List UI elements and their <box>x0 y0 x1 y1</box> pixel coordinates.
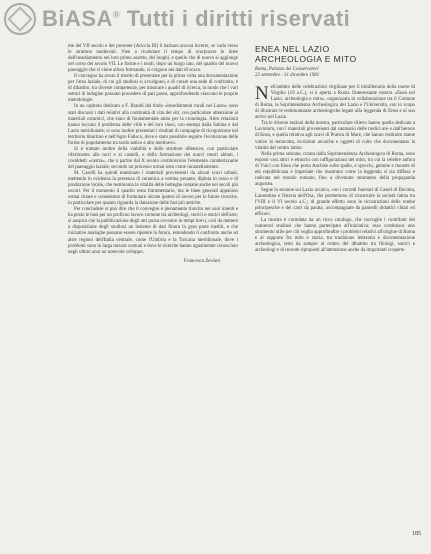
watermark-brand: BiASA <box>42 6 113 31</box>
right-column <box>255 44 415 254</box>
biasa-watermark <box>4 3 350 35</box>
left-paragraph: Il convegno ha avuto il merito di presentare per la prima volta una documentazione per l'area laziale, di cui gli studiosi si avvalgono, e di creare una sede di confronto, e di dibattito, tra diverse competenze, per misurare i quadri di ricerca, in modo che i vari settori di indagine possano procedere di pari passo, approfondendo ciascuno le proprie metodologie. <box>68 74 238 104</box>
left-paragraph: Si è trattato inoltre della viabilità e delle strutture difensive, con particolare riferimento alle torri e ai castelli, e della formazione dei nuovi centri abitati, i cosiddetti «castra», che a partire dal X secolo costituiscono l'elemento caratterizzante del paesaggio laziale, secondo un processo ormai noto come incastellamento. <box>68 146 238 170</box>
page-number: 185 <box>412 531 421 537</box>
right-paragraph <box>255 85 415 121</box>
left-paragraph: Per concludere si può dire che il convegno è pienamente riuscito nei suoi intenti e ha posto le basi per un proficuo lavoro comune tra archeologi, storici e storici dell'arte; si auspica che la pubblicazione degli atti possa avvenire in tempi brevi, così da mettere a disposizione degli studiosi un insieme di dati finora in gran parte inediti, e che iniziative analoghe possano essere ripetute in futuro, estendendo il confronto anche ad altre regioni dell'Italia centrale, come l'Umbria e la Toscana meridionale, dove i problemi sono in larga misura comuni e dove le ricerche hanno ugualmente conosciuto negli ultimi anni un notevole sviluppo. <box>68 207 238 255</box>
subtitle-dates: 22 settembre - 31 dicembre 1981 <box>255 73 320 79</box>
watermark-reg: ® <box>112 9 121 20</box>
article-title-line: ENEA NEL LAZIO <box>255 44 330 54</box>
author-signature: Francesca Zeviani <box>183 258 220 264</box>
watermark-rights: Tutti i diritti riservati <box>126 6 351 31</box>
journal-page <box>68 44 424 544</box>
article-title <box>255 44 415 64</box>
left-column <box>68 44 238 265</box>
watermark-text <box>42 6 350 32</box>
right-paragraph: Tra le diverse sezioni della mostra, particolare rilievo hanno quella dedicata a Lavinium, con i materiali provenienti dal santuario delle tredici are e dall'heroon di Enea, e quella relativa agli scavi di Pratica di Mare, che hanno restituito statue votive in terracotta, iscrizioni arcaiche e oggetti di culto che documentano la vitalità del centro latino. <box>255 121 415 151</box>
right-paragraph: Nella prima sezione, curata dalla Soprintendenza Archeologica di Roma, sono esposti vasi attici e etruschi con raffigurazioni del mito, tra cui la celebre anfora di Vulci con Enea che porta Anchise sulle spalle, e specchi, gemme e monete di età repubblicana e imperiale che mostrano come la leggenda si sia diffusa e radicata nel mondo romano, fino a diventare strumento della propaganda augustea. <box>255 151 415 187</box>
right-paragraph: Segue la sezione sul Lazio arcaico, con i corredi funerari di Castel di Decima, Laurentina e Osteria dell'Osa, che permettono di ricostruire la società latina tra l'VIII e il VI secolo a.C.; di grande effetto sono le ricostruzioni delle tombe principesche e dei carri da parata, accompagnate da pannelli didattici chiari ed efficaci. <box>255 187 415 218</box>
left-paragraph: me del VII secolo e del presente (Ariccia III) il barbaro ancora incerto, se vada verso le strutture medievali. Vien a rivalutare il tempo di scorporare le linee dell'insediamento nel loro primo assetto, dei luoghi, e quello che di nuovo si aggiunge nel corso del secolo VII. Le forme e i modi, dopo un lungo iato, del quadro del nuovo paesaggio che si viene allora formando, si colgono nei dati di scavo. <box>68 44 238 74</box>
article-title-line: ARCHEOLOGIA E MITO <box>255 54 357 64</box>
article-subtitle <box>255 67 415 79</box>
left-paragraph: M. Caselli ha quindi esaminato i materiali provenienti da alcuni scavi urbani, mettendo in evidenza la presenza di ceramica a vetrina pesante, dipinta in rosso e di produzione locale, che testimonia la vitalità delle botteghe romane anche nei secoli più oscuri. Per il momento il quadro resta frammentario, ma le linee generali appaiono ormai chiare e consentono di formulare alcune ipotesi di lavoro per le future ricerche, in particolare per quanto riguarda la datazione delle fasi più antiche. <box>68 170 238 207</box>
subtitle-venue: Roma, Palazzo dei Conservatori <box>255 67 319 72</box>
right-paragraph-text: ell'ambito delle celebrazioni virgiliane per il bimillenario della morte di Virgilio (19 a.C.), si è aperta a Roma l'interessante mostra «Enea nel Lazio: archeologia e mito», organizzata in collaborazione tra il Comune di Roma, la Soprintendenza Archeologica del Lazio e l'Università, con lo scopo di illustrare le testimonianze archeologiche legate alla leggenda di Enea e al suo arrivo nel Lazio. <box>255 85 415 121</box>
biasa-seal-icon <box>4 3 36 35</box>
right-paragraph: La mostra è corredata da un ricco catalogo, che raccoglie i contributi dei numerosi studiosi che hanno partecipato all'iniziativa; esso costituisce uno strumento utile per chi voglia approfondire i problemi relativi all'origine di Roma e al rapporto fra mito e storia, tra tradizione letteraria e documentazione archeologica, temi da sempre al centro del dibattito tra filologi, storici e archeologi e di recente riproposti all'attenzione anche da importanti scoperte. <box>255 218 415 254</box>
drop-cap: N <box>255 83 269 105</box>
left-paragraph: In un capitolo dedicato a F. Brandi dal titolo «Insediamenti rurali nel Lazio» sono stati discussi i dati relativi alla continuità di vita dei siti, con particolare attenzione ai materiali ceramici, che sono di fondamentale aiuto per la cronologia. Altre relazioni hanno toccato il problema delle ville e del loro riuso, con esempi dalla Sabina e dal Lazio meridionale; si sono inoltre presentati i risultati di campagne di ricognizione nel territorio tiburtino e nell'Agro Falisco, dove è stato possibile seguire l'evoluzione delle forme di popolamento tra tardo antico e alto medioevo. <box>68 104 238 146</box>
